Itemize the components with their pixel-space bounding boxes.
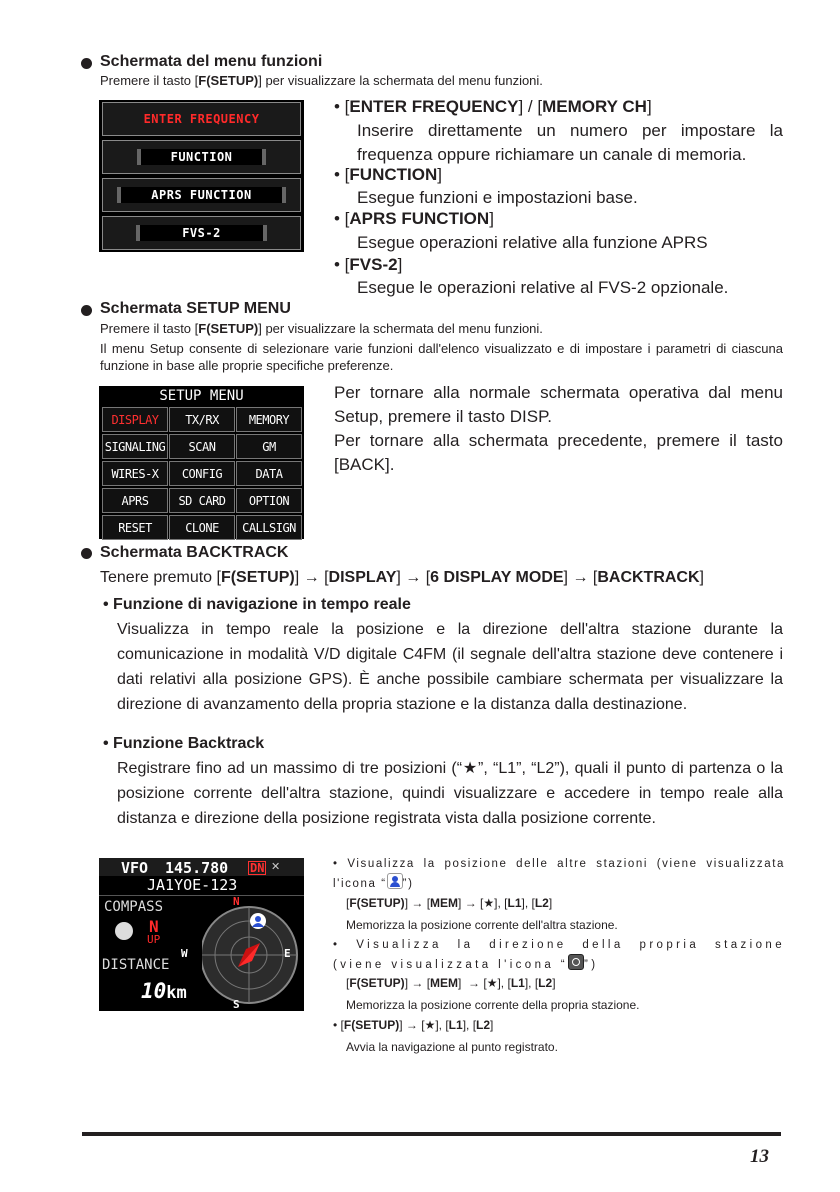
item-enter-frequency: • [ENTER FREQUENCY] / [MEMORY CH] <box>334 97 652 116</box>
vfo-label: VFO <box>121 859 149 877</box>
own-station-icon <box>568 954 584 970</box>
footer-rule <box>82 1132 781 1136</box>
subsection-title-realtime-nav: • Funzione di navigazione in tempo reale <box>103 596 411 613</box>
section-intro-2: Il menu Setup consente di selezionare varie funzioni dall'elenco visualizzato e di impostare i parametri di ciascuna funzione in base alle proprie specifiche preferenze. <box>100 341 783 373</box>
dn-badge: DN <box>250 861 265 875</box>
item-function: • [FUNCTION] <box>334 165 442 184</box>
setup-menu-item-clone: CLONE <box>169 515 235 540</box>
function-button: FUNCTION <box>102 140 301 174</box>
note-other-stations: • Visualizza la posizione delle altre stazioni (viene visualizzata l'icona “ ”) <box>333 858 786 890</box>
backtrack-key-path: Tenere premuto [F(SETUP)] → [DISPLAY] → [6 DISPLAY MODE] → [BACKTRACK] <box>100 569 704 586</box>
compass-w: W <box>181 947 188 960</box>
setup-menu-item-scan: SCAN <box>169 434 235 459</box>
star-icon: ★ <box>483 896 495 910</box>
setup-menu-item-option: OPTION <box>236 488 302 513</box>
aprs-function-button: APRS FUNCTION <box>102 178 301 212</box>
item-aprs-function-desc: Esegue operazioni relative alla funzione APRS <box>357 233 708 252</box>
setup-menu-item-tx-rx: TX/RX <box>169 407 235 432</box>
section-intro: Premere il tasto [F(SETUP)] per visualizzare la schermata del menu funzioni. <box>100 321 543 336</box>
star-icon: ★ <box>424 1018 436 1032</box>
compass-label: COMPASS <box>104 899 164 915</box>
note-navigate-desc: Avvia la navigazione al punto registrato. <box>346 1040 558 1054</box>
realtime-nav-text: Visualizza in tempo reale la posizione e la direzione dell'altra stazione durante la comunicazione in modalità V/D digitale C4FM (il segnale dell'altra stazione deve contenere i dati relativi alla posizione GPS). È anche possibile cambiare schermata per visualizzare la direzione di avanzamento della propria stazione e la distanza dalla destinazione. <box>117 621 783 713</box>
item-fvs2-desc: Esegue le operazioni relative al FVS-2 opzionale. <box>357 278 729 297</box>
note-navigate-keys: • [F(SETUP)] → [★], [L1], [L2] <box>333 1018 494 1032</box>
page-number: 13 <box>750 1146 769 1167</box>
section-bullet <box>81 58 92 69</box>
section-title-backtrack: Schermata BACKTRACK <box>100 544 289 561</box>
frequency-readout: 145.780 <box>165 859 229 877</box>
note-own-station-keys: [F(SETUP)] → [MEM] → [★], [L1], [L2] <box>346 976 556 990</box>
item-aprs-function: • [APRS FUNCTION] <box>334 209 494 228</box>
backtrack-text: Registrare fino ad un massimo di tre posizioni (“★”, “L1”, “L2”), quali il punto di partenza o la posizione corrente dell'altra stazione, quindi visualizzare e accedere in tempo reale alla distanza e direzione della posizione registrata vista dalla posizione corrente. <box>117 760 783 827</box>
section-intro: Premere il tasto [F(SETUP)] per visualizzare la schermata del menu funzioni. <box>100 73 543 88</box>
callsign: JA1YOE-123 <box>147 876 238 894</box>
setup-menu-item-aprs: APRS <box>102 488 168 513</box>
item-function-desc: Esegue funzioni e impostazioni base. <box>357 188 638 207</box>
enter-frequency-button: ENTER FREQUENCY <box>102 102 301 136</box>
setup-menu-item-data: DATA <box>236 461 302 486</box>
north-up-label: UP <box>147 933 161 946</box>
setup-return-text: Per tornare alla normale schermata operativa dal menu Setup, premere il tasto DISP. <box>334 383 783 426</box>
compass-e: E <box>284 947 291 960</box>
note-own-station: • Visualizza la direzione della propria stazione (viene visualizzata l'icona “ ”) <box>333 939 785 971</box>
distance-label: DISTANCE <box>102 957 170 973</box>
setup-menu-item-sd-card: SD CARD <box>169 488 235 513</box>
note-other-stations-desc: Memorizza la posizione corrente dell'altra stazione. <box>346 918 618 932</box>
setup-menu-item-gm: GM <box>236 434 302 459</box>
fvs2-button: FVS-2 <box>102 216 301 250</box>
other-station-icon <box>115 922 133 940</box>
setup-menu-item-wires-x: WIRES-X <box>102 461 168 486</box>
setup-menu-item-memory: MEMORY <box>236 407 302 432</box>
section-title-function-menu: Schermata del menu funzioni <box>100 53 323 70</box>
setup-back-text: Per tornare alla schermata precedente, premere il tasto [BACK]. <box>334 431 783 474</box>
setup-menu-screenshot <box>99 386 304 539</box>
backtrack-screenshot <box>99 858 304 1011</box>
distance-value: 10km <box>141 979 187 1003</box>
function-menu-screenshot <box>99 100 304 252</box>
compass-s: S <box>233 998 240 1011</box>
subsection-title-backtrack: • Funzione Backtrack <box>103 735 265 752</box>
setup-menu-title: SETUP MENU <box>159 388 244 404</box>
setup-menu-item-callsign: CALLSIGN <box>236 515 302 540</box>
setup-menu-item-reset: RESET <box>102 515 168 540</box>
section-title-setup-menu: Schermata SETUP MENU <box>100 300 291 317</box>
item-fvs2: • [FVS-2] <box>334 255 403 274</box>
star-icon: ★ <box>486 976 498 990</box>
note-other-stations-keys: [F(SETUP)] → [MEM] → [★], [L1], [L2] <box>346 896 553 910</box>
setup-menu-item-config: CONFIG <box>169 461 235 486</box>
setup-menu-item-display: DISPLAY <box>102 407 168 432</box>
section-bullet <box>81 305 92 316</box>
section-bullet <box>81 548 92 559</box>
item-enter-frequency-desc: Inserire direttamente un numero per impostare la frequenza oppure richiamare un canale di memoria. <box>357 121 783 164</box>
note-own-station-desc: Memorizza la posizione corrente della propria stazione. <box>346 998 640 1012</box>
other-station-icon <box>387 873 403 889</box>
satellite-icon: ✕ <box>271 861 281 873</box>
compass-n: N <box>233 895 240 908</box>
setup-menu-item-signaling: SIGNALING <box>102 434 168 459</box>
north-up-n: N <box>149 917 159 936</box>
